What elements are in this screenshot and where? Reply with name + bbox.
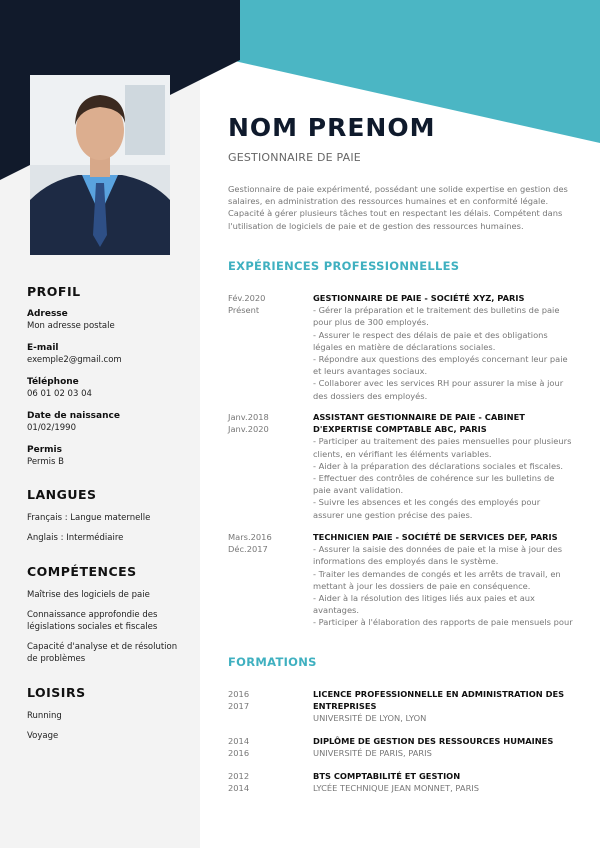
education-dates: [228, 688, 308, 712]
hobbies-heading: LOISIRS: [27, 685, 86, 700]
experience-dates: [228, 411, 308, 435]
experience-details: [313, 531, 573, 629]
phone-label: Téléphone: [27, 377, 79, 387]
end-date: Janv.2020: [228, 424, 269, 435]
degree-title: LICENCE PROFESSIONNELLE EN ADMINISTRATION DES ENTREPRISES: [313, 689, 565, 712]
profile-photo: [30, 75, 170, 255]
languages-heading: LANGUES: [27, 487, 97, 502]
birthdate-value: 01/02/1990: [27, 423, 76, 433]
profile-section: [27, 284, 187, 467]
email-label: E-mail: [27, 343, 59, 353]
task-item: - Répondre aux questions des employés concernant leur paie et leurs avantages sociaux.: [313, 354, 568, 377]
end-year: 2016: [228, 748, 250, 759]
job-title: GESTIONNAIRE DE PAIE: [228, 151, 361, 164]
address-label: Adresse: [27, 309, 68, 319]
experience-dates: [228, 531, 308, 555]
skill-item: Capacité d'analyse et de résolution de problèmes: [27, 642, 178, 664]
experience-tasks: [313, 304, 573, 402]
end-year: 2014: [228, 783, 250, 794]
hobby-item: Voyage: [27, 731, 59, 741]
phone-value: 06 01 02 03 04: [27, 389, 92, 399]
candidate-name: NOM PRENOM: [228, 113, 436, 142]
task-item: - Assurer la saisie des données de paie et la mise à jour des informations des employés dans le système.: [313, 544, 563, 567]
address-value: Mon adresse postale: [27, 321, 115, 331]
sidebar: [0, 0, 200, 848]
license-value: Permis B: [27, 457, 65, 467]
task-item: - Participer au traitement des paies mensuelles pour plusieurs clients, en vérifiant les éléments variables.: [313, 436, 572, 459]
experience-title: TECHNICIEN PAIE - SOCIÉTÉ DE SERVICES DEF, PARIS: [313, 532, 558, 542]
start-date: Fév.2020: [228, 293, 266, 303]
skills-section: [27, 564, 187, 665]
task-item: - Aider à la préparation des déclarations sociales et fiscales.: [313, 460, 564, 471]
task-item: - Suivre les absences et les congés des employés pour assurer une gestion précise des paies.: [313, 497, 541, 520]
start-year: 2016: [228, 689, 250, 699]
education-dates: [228, 735, 308, 759]
experience-tasks: [313, 435, 573, 520]
experience-title: ASSISTANT GESTIONNAIRE DE PAIE - CABINET D'EXPERTISE COMPTABLE ABC, PARIS: [313, 412, 525, 435]
language-item: Français : Langue maternelle: [27, 513, 151, 523]
email-value: exemple2@gmail.com: [27, 355, 122, 365]
start-year: 2014: [228, 736, 250, 746]
task-item: - Participer à l'élaboration des rapports de paie mensuels pour: [313, 617, 573, 628]
experience-details: [313, 411, 573, 521]
birthdate-label: Date de naissance: [27, 411, 120, 421]
task-item: - Traiter les demandes de congés et les arrêts de travail, en mettant à jour les dossiers de paie en conséquence.: [313, 568, 561, 591]
education-details: [313, 688, 573, 725]
task-item: - Assurer le respect des délais de paie et des obligations légales en matière de déclarations sociales.: [313, 329, 548, 352]
experience-dates: [228, 292, 308, 316]
task-item: - Aider à la résolution des litiges liés aux paies et aux avantages.: [313, 593, 535, 616]
experience-heading: EXPÉRIENCES PROFESSIONNELLES: [228, 259, 460, 273]
task-item: - Collaborer avec les services RH pour assurer la mise à jour des dossiers des employés.: [313, 378, 564, 401]
start-year: 2012: [228, 771, 250, 781]
profile-summary: Gestionnaire de paie expérimenté, possédant une solide expertise en gestion des salaires, en administration des ressources humaines et en conformité légale. Capacité à gérer plusieurs tâches tout en respectant les délais. Compétent dans l'utilisation de logiciels de paie et de gestion des ressources humaines.: [228, 184, 568, 231]
license-label: Permis: [27, 445, 62, 455]
languages-section: [27, 487, 187, 544]
degree-title: DIPLÔME DE GESTION DES RESSOURCES HUMAINES: [313, 736, 554, 746]
school-name: UNIVERSITÉ DE LYON, LYON: [313, 713, 427, 724]
experience-title: GESTIONNAIRE DE PAIE - SOCIÉTÉ XYZ, PARIS: [313, 293, 525, 303]
school-name: UNIVERSITÉ DE PARIS, PARIS: [313, 748, 432, 759]
end-date: Présent: [228, 305, 260, 316]
education-heading: FORMATIONS: [228, 655, 317, 669]
skill-item: Connaissance approfondie des législations sociales et fiscales: [27, 610, 158, 632]
task-item: - Gérer la préparation et le traitement des bulletins de paie pour plus de 300 employés.: [313, 305, 560, 328]
experience-tasks: [313, 543, 573, 628]
skill-item: Maîtrise des logiciels de paie: [27, 590, 150, 600]
school-name: LYCÉE TECHNIQUE JEAN MONNET, PARIS: [313, 783, 480, 794]
task-item: - Effectuer des contrôles de cohérence sur les bulletins de paie avant validation.: [313, 473, 555, 496]
profile-heading: PROFIL: [27, 284, 81, 299]
hobby-item: Running: [27, 711, 62, 721]
hobbies-section: [27, 685, 187, 742]
sidebar-content: [27, 284, 187, 762]
education-dates: [228, 770, 308, 794]
start-date: Mars.2016: [228, 532, 272, 542]
education-details: [313, 770, 573, 794]
start-date: Janv.2018: [228, 412, 269, 422]
experience-details: [313, 292, 573, 402]
skills-heading: COMPÉTENCES: [27, 564, 137, 579]
degree-title: BTS COMPTABILITÉ ET GESTION: [313, 771, 461, 781]
language-item: Anglais : Intermédiaire: [27, 533, 124, 543]
end-date: Déc.2017: [228, 544, 268, 555]
education-details: [313, 735, 573, 759]
end-year: 2017: [228, 701, 250, 712]
